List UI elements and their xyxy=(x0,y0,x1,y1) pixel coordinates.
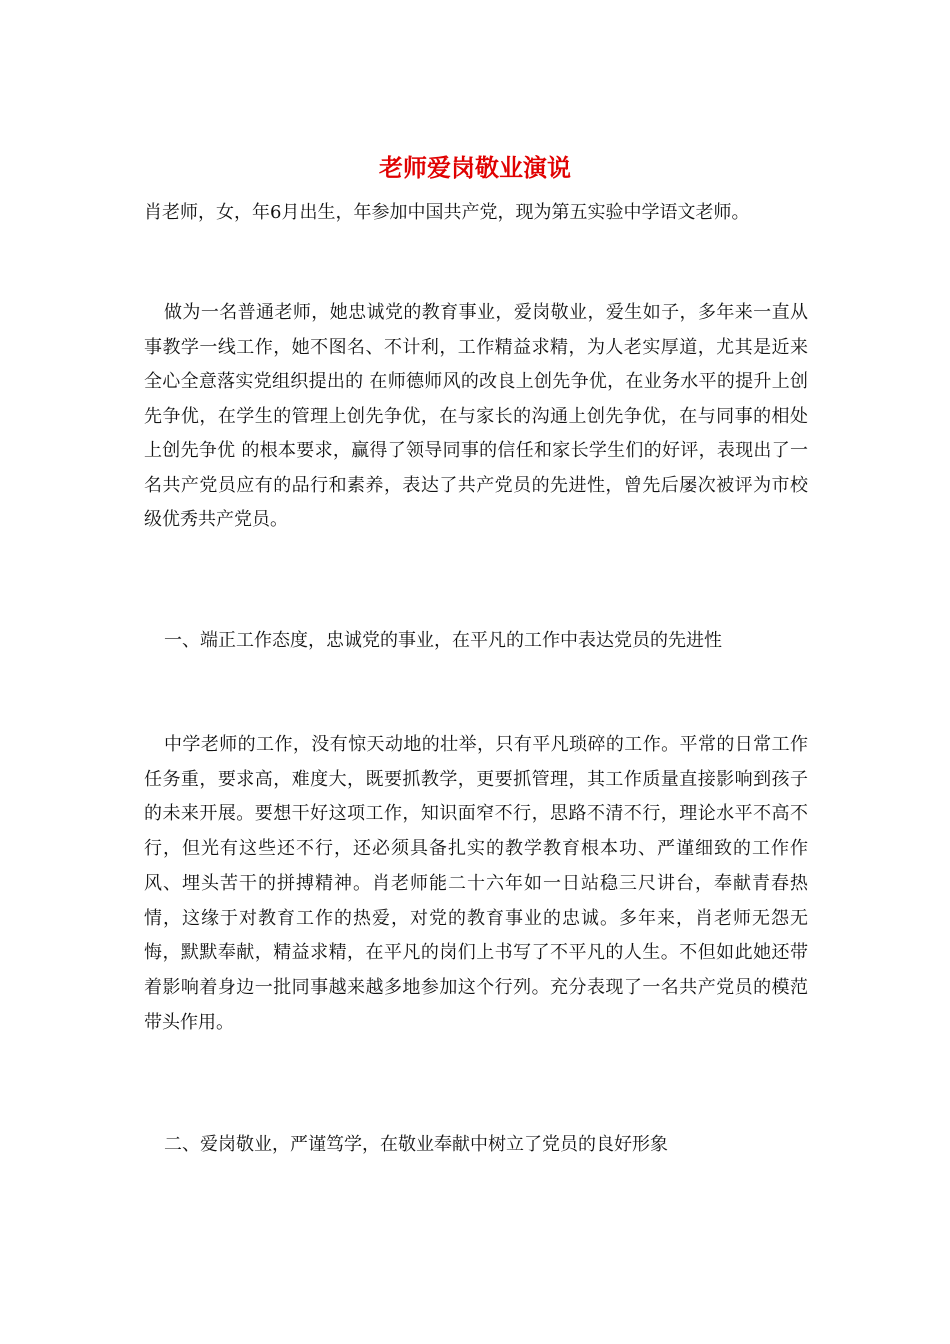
section-heading-1: 一、端正工作态度，忠诚党的事业，在平凡的工作中表达党员的先进性 xyxy=(164,630,722,651)
intro-paragraph: 肖老师，女，年6月出生，年参加中国共产党，现为第五实验中学语文老师。 xyxy=(144,202,750,223)
body-paragraph-2: 中学老师的工作，没有惊天动地的壮举，只有平凡琐碎的工作。平常的日常工作任务重，要求高，难度大，既要抓教学，更要抓管理，其工作质量直接影响到孩子的未来开展。要想干好这项工作，知识面窄不行，思路不清不行，理论水平不高不行，但光有这些还不行，还必须具备扎实的教学教育根本功、严谨细致的工作作风、埋头苦干的拼搏精神。肖老师能二十六年如一日站稳三尺讲台，奉献青春热情，这缘于对教育工作的热爱，对党的教育事业的忠诚。多年来，肖老师无怨无悔，默默奉献，精益求精，在平凡的岗们上书写了不平凡的人生。不但如此她还带着影响着身边一批同事越来越多地参加这个行列。充分表现了一名共产党员的模范带头作用。 xyxy=(144,734,808,1033)
document-title: 老师爱岗敬业演说 xyxy=(379,153,571,182)
section-heading-2: 二、爱岗敬业，严谨笃学，在敬业奉献中树立了党员的良好形象 xyxy=(164,1134,668,1155)
body-paragraph-1: 做为一名普通老师，她忠诚党的教育事业，爱岗敬业，爱生如子，多年来一直从事教学一线工作，她不图名、不计利，工作精益求精，为人老实厚道，尤其是近来全心全意落实党组织提出的 在师德师风的改良上创先争优，在业务水平的提升上创先争优，在学生的管理上创先争优，在与家长的沟通上创先争优，在与同事的相处上创先争优 的根本要求，赢得了领导同事的信任和家长学生们的好评，表现出了一名共产党员应有的品行和素养，表达了共产党员的先进性，曾先后屡次被评为市校级优秀共产党员。 xyxy=(144,302,808,530)
